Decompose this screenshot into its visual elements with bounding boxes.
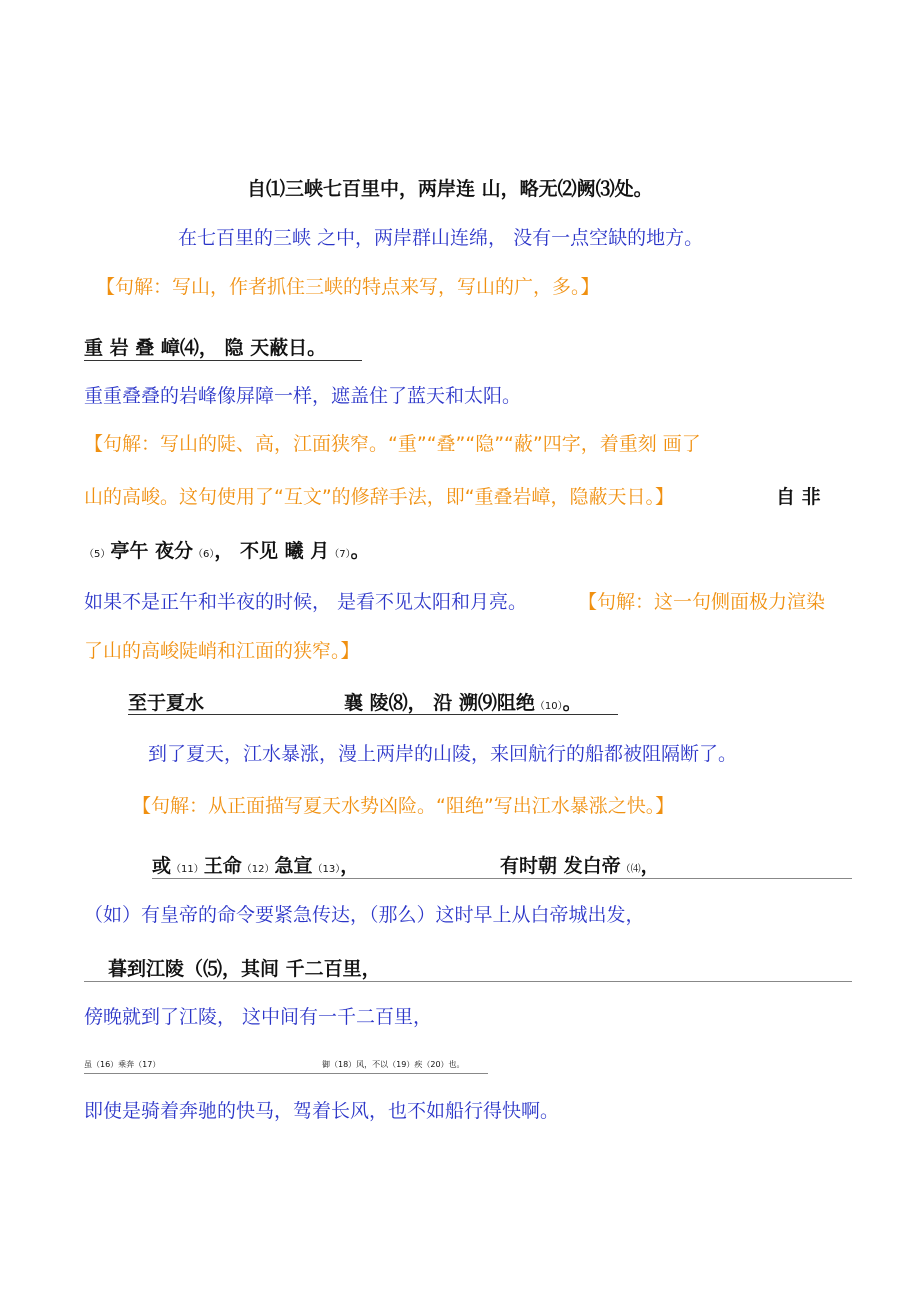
original-line-7b: 御（18）风，不以（19）疾（20）也。 <box>322 1060 465 1069</box>
analysis-line-3b: 了山的高峻陡峭和江面的狭窄。】 <box>84 640 360 662</box>
original-line-6: 暮到江陵（⑸，其间 千二百里， <box>108 958 381 980</box>
original-text: ， 不见 曦 月 <box>214 540 330 562</box>
original-text: 襄 陵⑻， 沿 溯⑼阻绝 <box>344 692 535 714</box>
footnote-12: （12） <box>241 864 275 875</box>
analysis-line-3a: 【句解：这一句侧面极力渲染 <box>578 591 826 613</box>
original-line-2: 重 岩 叠 嶂⑷， 隐 天蔽日。 <box>84 337 327 359</box>
translation-line-1: 在七百里的三峡 之中，两岸群山连绵， 没有一点空缺的地方。 <box>178 227 704 249</box>
footnote-5: （5） <box>84 549 111 560</box>
underline-4 <box>128 714 618 715</box>
analysis-line-2b: 山的高峻。这句使用了“互文”的修辞手法，即“重叠岩嶂，隐蔽天日。】 <box>84 486 675 508</box>
translation-line-4: 到了夏天，江水暴涨，漫上两岸的山陵，来回航行的船都被阻隔断了。 <box>148 743 738 765</box>
original-line-4b <box>344 690 582 720</box>
translation-line-7: 即使是骑着奔驰的快马，驾着长风，也不如船行得快啊。 <box>84 1100 560 1122</box>
footnote-13: （13） <box>312 864 341 875</box>
analysis-line-1: 【句解：写山，作者抓住三峡的特点来写，写山的广，多。】 <box>96 276 600 298</box>
translation-line-3: 如果不是正午和半夜的时候， 是看不见太阳和月亮。 <box>84 591 528 613</box>
original-text: 有时朝 发白帝 <box>500 855 621 877</box>
translation-line-2: 重重叠叠的岩峰像屏障一样，遮盖住了蓝天和太阳。 <box>84 385 522 407</box>
original-text: ， <box>340 855 360 877</box>
analysis-line-4: 【句解：从正面描写夏天水势凶险。“阻绝”写出江水暴涨之快。】 <box>132 795 675 817</box>
original-text: 急宣 <box>274 855 313 877</box>
original-text: 。 <box>562 692 582 714</box>
original-line-4a: 至于夏水 <box>128 692 205 714</box>
original-line-7a: 虽（16）乘奔（17） <box>84 1060 161 1069</box>
footnote-11: （11） <box>171 864 204 875</box>
original-text: 王命 <box>203 855 242 877</box>
translation-line-6: 傍晚就到了江陵， 这中间有一千二百里， <box>84 1006 433 1028</box>
underline-5 <box>152 878 852 879</box>
analysis-line-2a: 【句解：写山的陡、高，江面狭窄。“重”“叠”“隐”“蔽”四字，着重刻 画了 <box>84 433 701 455</box>
original-text: 亭午 夜分 <box>110 540 193 562</box>
original-line-3a: 自 非 <box>776 486 821 508</box>
original-text: ， <box>640 855 660 877</box>
underline-2 <box>84 360 362 361</box>
footnote-7: （7） <box>329 549 351 560</box>
translation-line-5: （如）有皇帝的命令要紧急传达，（那么）这时早上从白帝城出发， <box>84 904 645 926</box>
original-text: 或 <box>152 855 172 877</box>
underline-7 <box>84 1073 488 1074</box>
underline-6 <box>84 981 852 982</box>
original-line-1: 自⑴三峡七百里中，两岸连 山，略无⑵阙⑶处。 <box>247 178 653 200</box>
footnote-6: （6） <box>193 549 215 560</box>
footnote-14: （⑷ <box>620 864 641 875</box>
original-text: 。 <box>350 540 370 562</box>
footnote-10: （10） <box>534 701 563 712</box>
original-line-3b <box>84 538 370 568</box>
